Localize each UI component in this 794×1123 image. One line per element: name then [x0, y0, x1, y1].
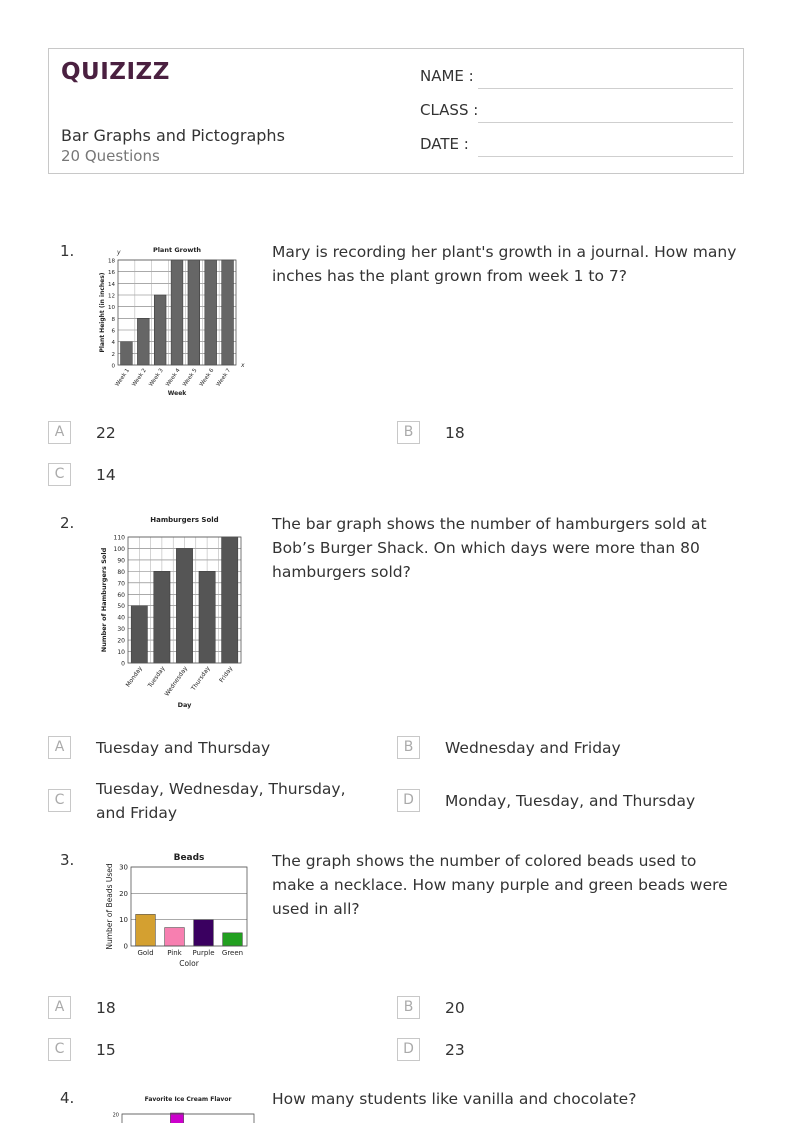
- date-label: DATE :: [420, 135, 469, 153]
- q1-option-a-text[interactable]: 22: [96, 424, 116, 442]
- bar: [194, 920, 214, 946]
- bar: [136, 914, 156, 946]
- chart-title: Beads: [173, 853, 205, 863]
- bar: [223, 933, 243, 946]
- q3-option-d-text[interactable]: 23: [445, 1041, 465, 1059]
- bar: [199, 571, 215, 663]
- y-tick-label: 10: [117, 649, 125, 657]
- x-axis-label: Day: [177, 701, 192, 709]
- bar: [137, 318, 149, 365]
- category-label: Week 2: [131, 367, 148, 388]
- worksheet-title: Bar Graphs and Pictographs: [61, 126, 285, 145]
- bar: [165, 928, 185, 946]
- name-label: NAME :: [420, 67, 474, 85]
- q1-option-b-text[interactable]: 18: [445, 424, 465, 442]
- y-axis-label: Plant Height (in inches): [99, 272, 106, 353]
- q3-option-b-box[interactable]: B: [397, 996, 420, 1019]
- q1-option-c-box[interactable]: C: [48, 463, 71, 486]
- y-axis-label: Number of Beads Used: [105, 863, 114, 950]
- y-tick-label: 20: [112, 1112, 119, 1119]
- question-count: 20 Questions: [61, 147, 160, 165]
- bar: [222, 537, 238, 663]
- chart-title: Favorite Ice Cream Flavor: [144, 1096, 232, 1103]
- y-tick-label: 2: [111, 351, 115, 358]
- y-tick-label: 0: [123, 942, 128, 951]
- category-label: Purple: [192, 949, 215, 957]
- category-label: Monday: [124, 665, 144, 689]
- q2-option-c-box[interactable]: C: [48, 789, 71, 812]
- category-label: Tuesday: [146, 665, 167, 690]
- chart-title: Plant Growth: [152, 246, 202, 254]
- q2-option-d-box[interactable]: D: [397, 789, 420, 812]
- y-axis-label: Number of Hamburgers Sold: [100, 547, 108, 653]
- bar: [171, 260, 183, 365]
- y-tick-label: 100: [113, 545, 125, 553]
- y-tick-label: 10: [119, 916, 128, 925]
- category-label: Pink: [167, 949, 182, 957]
- q3-option-d-box[interactable]: D: [397, 1038, 420, 1061]
- question-2-text: The bar graph shows the number of hamburgers sold at Bob’s Burger Shack. On which days were more than 80 hamburgers sold?: [272, 515, 707, 581]
- y-tick-label: 110: [113, 534, 125, 542]
- q2-option-b-text[interactable]: Wednesday and Friday: [445, 739, 621, 757]
- bar: [154, 571, 170, 663]
- bar: [222, 260, 234, 365]
- q1-option-b-box[interactable]: B: [397, 421, 420, 444]
- y-tick-label: 0: [121, 660, 125, 668]
- q1-option-a-box[interactable]: A: [48, 421, 71, 444]
- hamburgers-sold-chart: [98, 512, 254, 712]
- q3-option-b-text[interactable]: 20: [445, 999, 465, 1017]
- y-tick-label: 4: [111, 340, 115, 347]
- category-label: Week 4: [165, 367, 182, 388]
- y-tick-label: 50: [117, 603, 125, 611]
- q2-option-c-text[interactable]: Tuesday, Wednesday, Thursday, and Friday: [96, 780, 346, 822]
- quizizz-logo: QUIZIZZ: [61, 59, 170, 85]
- x-axis-label: Week: [167, 390, 187, 397]
- date-field[interactable]: [420, 135, 733, 159]
- name-field[interactable]: [420, 67, 733, 91]
- y-tick-label: 8: [111, 316, 115, 323]
- question-2-number: 2.: [60, 514, 75, 532]
- y-tick-label: 10: [108, 305, 115, 312]
- y-tick-label: 6: [111, 328, 115, 335]
- bar: [154, 295, 166, 365]
- category-label: Wednesday: [163, 665, 190, 698]
- question-3-text: The graph shows the number of colored beads used to make a necklace. How many purple and green beads were used in all?: [272, 852, 728, 918]
- question-1-text: Mary is recording her plant's growth in a journal. How many inches has the plant grown from week 1 to 7?: [272, 243, 737, 285]
- category-label: Friday: [218, 665, 235, 685]
- bar: [131, 606, 147, 663]
- q3-option-a-box[interactable]: A: [48, 996, 71, 1019]
- y-tick-label: 16: [108, 270, 115, 277]
- y-tick-label: 20: [119, 889, 128, 898]
- x-axis-letter: x: [241, 362, 245, 369]
- class-label: CLASS :: [420, 101, 479, 119]
- y-tick-label: 20: [117, 637, 125, 645]
- question-4-number: 4.: [60, 1089, 75, 1107]
- y-tick-label: 60: [117, 591, 125, 599]
- y-tick-label: 30: [117, 626, 125, 634]
- category-label: Week 3: [148, 367, 165, 388]
- bar: [176, 548, 192, 663]
- question-3-number: 3.: [60, 851, 75, 869]
- date-line: [478, 156, 733, 157]
- q2-option-a-box[interactable]: A: [48, 736, 71, 759]
- y-tick-label: 0: [111, 363, 115, 370]
- chart-title: Hamburgers Sold: [150, 516, 219, 524]
- y-axis-letter: y: [117, 249, 121, 256]
- x-axis-label: Color: [179, 959, 199, 968]
- category-label: Week 5: [181, 367, 199, 388]
- q3-option-c-text[interactable]: 15: [96, 1041, 116, 1059]
- plot-frame: [122, 1114, 254, 1123]
- y-tick-label: 14: [108, 281, 115, 288]
- bar: [121, 342, 133, 365]
- category-label: Green: [221, 949, 244, 957]
- ice-cream-chart: [104, 1092, 260, 1123]
- category-label: Week 1: [114, 367, 132, 388]
- category-label: Week 7: [215, 367, 233, 388]
- q1-option-c-text[interactable]: 14: [96, 466, 116, 484]
- y-tick-label: 30: [119, 863, 128, 872]
- question-4-text: How many students like vanilla and chocolate?: [272, 1090, 637, 1108]
- q2-option-d-text[interactable]: Monday, Tuesday, and Thursday: [445, 792, 696, 810]
- class-field[interactable]: [420, 101, 733, 125]
- class-line: [478, 122, 733, 123]
- y-tick-label: 12: [108, 293, 115, 300]
- beads-chart: [104, 849, 254, 971]
- category-label: Gold: [137, 949, 154, 957]
- category-label: Thursday: [189, 665, 212, 693]
- y-tick-label: 70: [117, 580, 125, 588]
- y-tick-label: 90: [117, 557, 125, 565]
- category-label: Week 6: [198, 367, 216, 388]
- q3-option-c-box[interactable]: C: [48, 1038, 71, 1061]
- q3-option-a-text[interactable]: 18: [96, 999, 116, 1017]
- y-tick-label: 18: [108, 258, 115, 265]
- bar: [205, 260, 217, 365]
- y-tick-label: 40: [117, 614, 125, 622]
- bar: [188, 260, 200, 365]
- bar: [170, 1113, 183, 1123]
- name-line: [478, 88, 733, 89]
- question-1-number: 1.: [60, 242, 75, 260]
- q2-option-a-text[interactable]: Tuesday and Thursday: [96, 739, 271, 757]
- q2-option-b-box[interactable]: B: [397, 736, 420, 759]
- worksheet-header: [48, 48, 744, 174]
- plant-growth-chart: [96, 240, 256, 402]
- y-tick-label: 80: [117, 568, 125, 576]
